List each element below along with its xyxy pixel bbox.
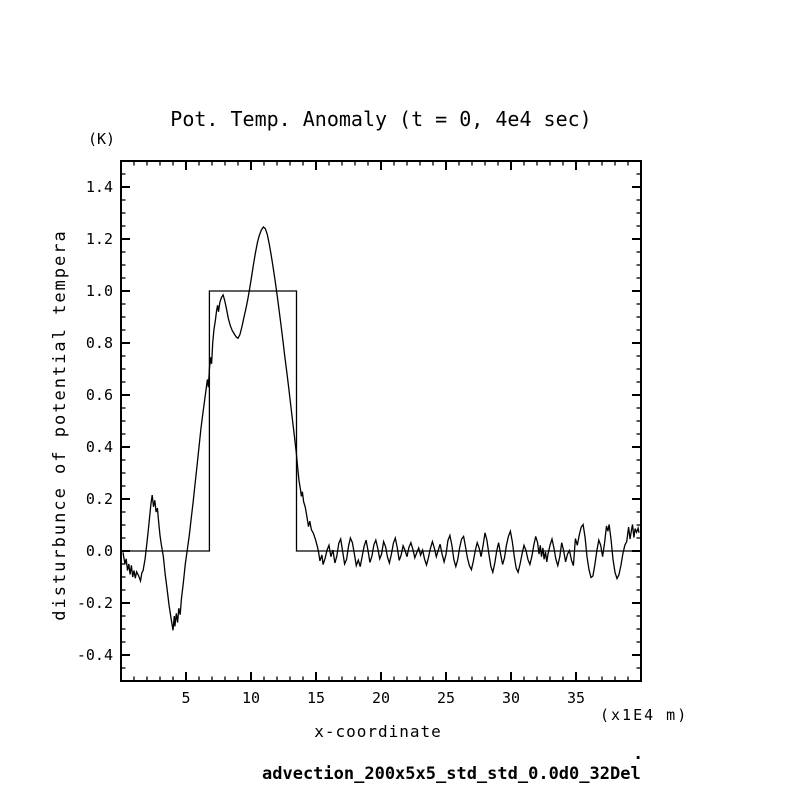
x-tick-label: 35 bbox=[566, 689, 586, 707]
x-tick-label: 25 bbox=[436, 689, 456, 707]
y-tick-label: 0.0 bbox=[85, 542, 113, 560]
x-tick-label: 10 bbox=[241, 689, 261, 707]
x-axis-unit-label: (x1E4 m) bbox=[600, 706, 689, 724]
y-tick-label: 0.8 bbox=[85, 334, 113, 352]
y-tick-label: 1.2 bbox=[85, 230, 113, 248]
x-tick-label: 20 bbox=[371, 689, 391, 707]
y-tick-label: 1.4 bbox=[85, 178, 113, 196]
y-tick-label: -0.4 bbox=[76, 646, 113, 664]
run-caption: advection_200x5x5_std_std_0.0d0_32Del bbox=[262, 764, 641, 784]
series-numerical-solution bbox=[123, 227, 639, 630]
y-tick-label: 0.2 bbox=[85, 490, 113, 508]
y-tick-label: -0.2 bbox=[76, 594, 113, 612]
chart-title: Pot. Temp. Anomaly (t = 0, 4e4 sec) bbox=[170, 107, 592, 131]
y-tick-label: 0.6 bbox=[85, 386, 113, 404]
y-tick-label: 1.0 bbox=[85, 282, 113, 300]
y-axis-label: disturbunce of potential tempera bbox=[50, 229, 70, 621]
series-reference-square-wave bbox=[122, 291, 639, 551]
plot-frame bbox=[121, 161, 641, 681]
x-tick-label: 15 bbox=[306, 689, 326, 707]
stray-dot: . bbox=[633, 744, 644, 764]
x-axis-label: x-coordinate bbox=[314, 722, 442, 741]
y-tick-label: 0.4 bbox=[85, 438, 113, 456]
x-tick-label: 5 bbox=[181, 689, 191, 707]
x-tick-label: 30 bbox=[501, 689, 521, 707]
y-axis-unit-label: (K) bbox=[88, 130, 116, 148]
